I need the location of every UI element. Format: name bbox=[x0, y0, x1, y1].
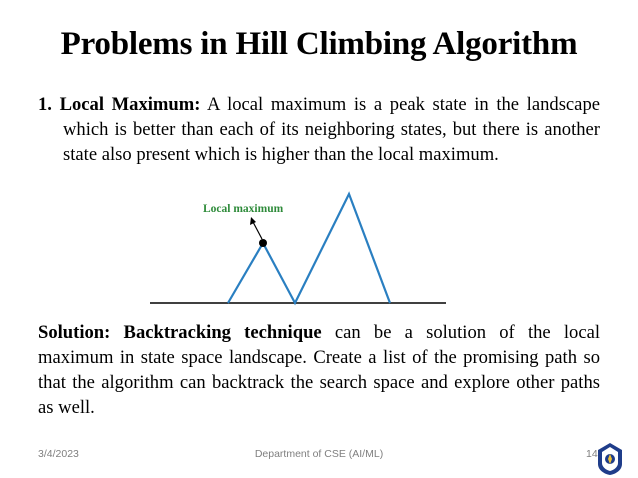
footer-department: Department of CSE (AI/ML) bbox=[254, 448, 384, 460]
local-maximum-point bbox=[259, 239, 267, 247]
local-maximum-text: A local maximum is a peak state in the landscape which is better than each of its neighboring states, but there is another state also present which is higher than the local maximum. bbox=[63, 94, 600, 165]
pointer-arrow bbox=[253, 222, 262, 239]
solution-heading: Solution: Backtracking technique bbox=[38, 322, 322, 343]
arrow-head-icon bbox=[250, 217, 256, 225]
local-maximum-heading: 1. Local Maximum: bbox=[38, 94, 201, 115]
footer-page-number: 14 bbox=[586, 448, 598, 460]
local-maximum-label: Local maximum bbox=[203, 203, 284, 215]
footer-date: 3/4/2023 bbox=[38, 448, 79, 460]
solution-text: can be a solution of the local maximum in state space landscape. Create a list of the promising path so that the algorithm can backtrack the search space and explore other paths as well. bbox=[38, 322, 601, 418]
slide-title: Problems in Hill Climbing Algorithm bbox=[60, 26, 578, 62]
institution-logo-icon bbox=[596, 442, 624, 476]
solution-paragraph bbox=[38, 320, 600, 420]
